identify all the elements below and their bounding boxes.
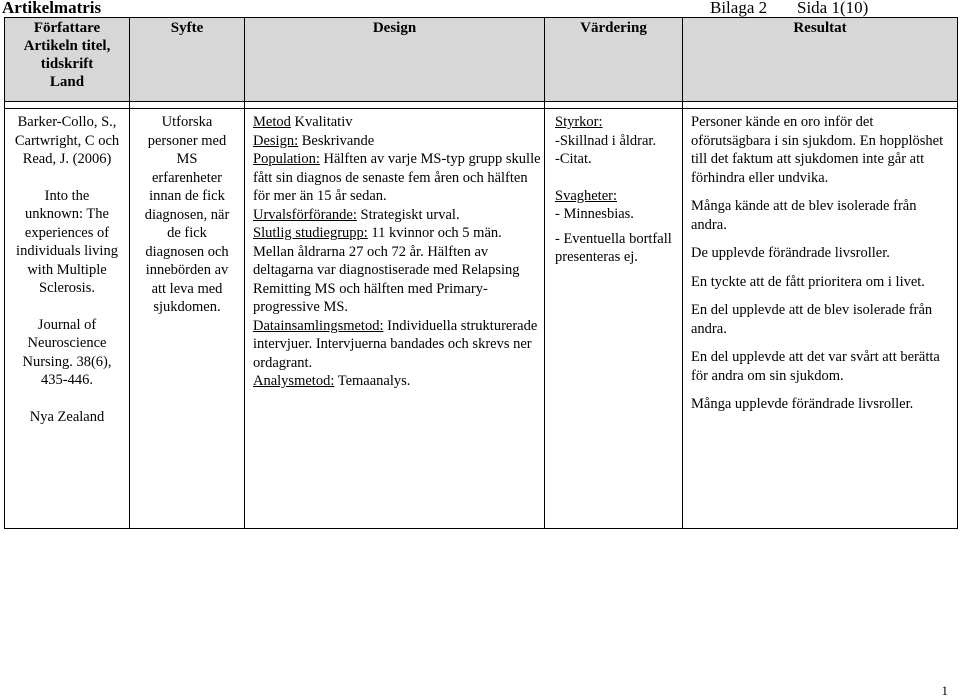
result-paragraph: De upplevde förändrade livsroller. [691,245,890,261]
spacer-row [5,102,958,109]
result-paragraph: Personer kände en oro inför det oförutsägbara i sin sjukdom. En hopplöshet till det faktum att sjukdomen inte går att förhindra eller undvika. [691,114,944,186]
weaknesses-label: Svagheter: [555,187,618,204]
attachment-label: Bilaga 2 [710,0,768,17]
page-number: 1 [941,683,948,698]
strengths-label: Styrkor: [555,114,603,130]
selection-line: Urvalsförförande: Strategiskt urval. [253,206,460,223]
column-header-evaluation: Värdering [545,18,683,102]
sample-line: Slutlig studiegrupp: 11 kvinnor och 5 män. Mellan åldrarna 27 och 72 år. Hälften av deltagarna var diagnostiserade med Relapsing Remitting MS och hälften med Primary-progressive MS. [253,225,520,315]
table-row [5,109,958,529]
article-matrix-table [4,17,958,529]
population-line: Population: Hälften av varje MS-typ grupp skulle fått sin diagnos de senaste fem åren och hälften för mer än 15 år sedan. [253,151,541,204]
author-cell: Barker-Collo, S., Cartwright, C och Read, J. (2006) Into the unknown: The experiences of individuals living with Multiple Sclerosis. Journal of Neuroscience Nursing. 38(6), 435-446. Nya Zealand [5,109,130,529]
result-cell [683,109,958,529]
result-paragraph: Många kände att de blev isolerade från andra. [691,198,917,233]
result-paragraph: En del upplevde att de blev isolerade från andra. [691,302,933,337]
design-line: Design: Beskrivande [253,132,375,149]
evaluation-cell: Styrkor: -Skillnad i åldrar. -Citat. Svagheter: - Minnesbias. - Eventuella bortfall presenteras ej. [545,109,683,529]
result-paragraph: En tyckte att de fått prioritera om i livet. [691,273,925,290]
page-indicator: Sida 1(10) [797,0,869,17]
journal-reference: Journal of Neuroscience Nursing. 38(6), 435-446. [22,316,112,388]
result-paragraph: En del upplevde att det var svårt att berätta för andra om sin sjukdom. [691,349,940,384]
article-title: Into the unknown: The experiences of individuals living with Multiple Sclerosis. [16,187,118,296]
collection-line: Datainsamlingsmetod: Individuella strukturerade intervjuer. Intervjuerna bandades och skrevs ner ordagrant. [253,317,538,371]
country: Nya Zealand [29,408,105,425]
result-paragraph: Många upplevde förändrade livsroller. [691,396,914,412]
column-header-aim: Syfte [130,18,245,102]
aim-cell: Utforska personer med MS erfarenheter innan de fick diagnosen, när de fick diagnosen och innebörden av att leva med sjukdomen. [130,109,245,529]
analysis-line: Analysmetod: Temaanalys. [253,373,411,389]
page-header [0,0,960,18]
document-title: Artikelmatris [2,0,102,17]
header-row [5,18,958,102]
method-line: Metod Kvalitativ [253,114,353,130]
column-header-author: Författare Artikeln titel, tidskrift Land [5,18,130,102]
design-cell [245,109,545,529]
column-header-result: Resultat [683,18,958,102]
column-header-design: Design [245,18,545,102]
